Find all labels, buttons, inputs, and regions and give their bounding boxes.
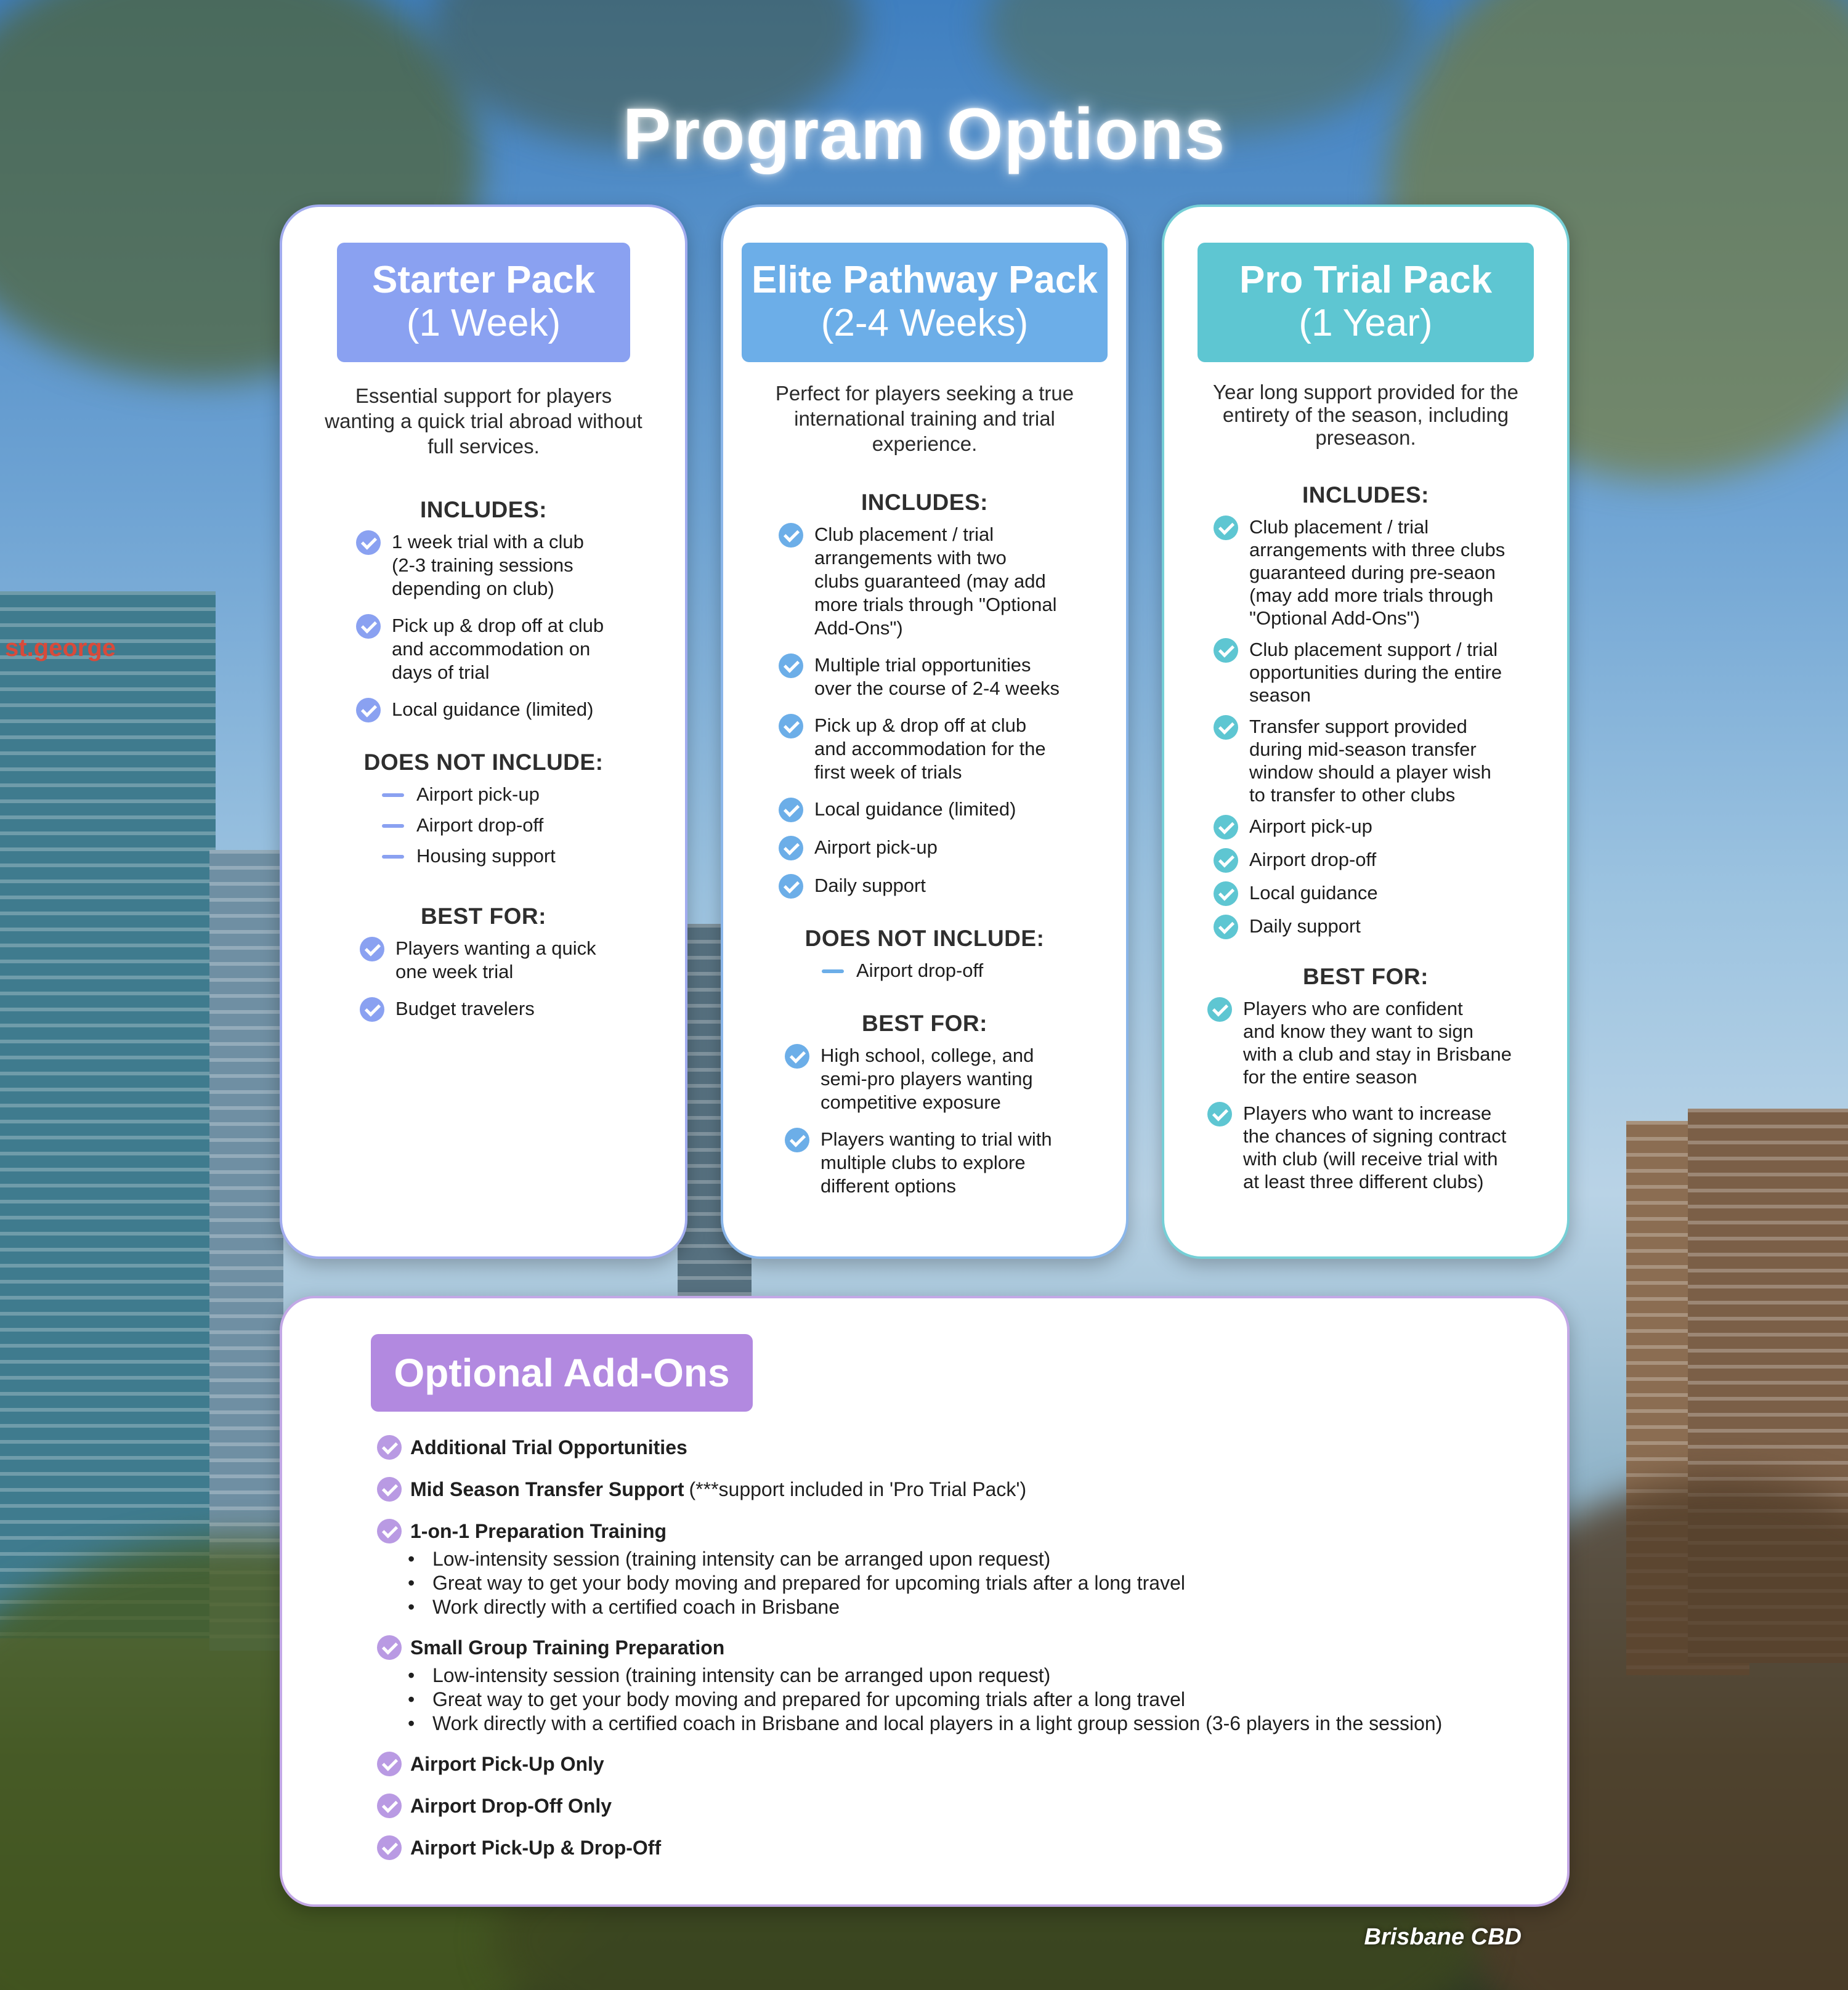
list-item: Daily support xyxy=(779,874,1126,899)
check-icon xyxy=(779,653,803,678)
includes-heading: INCLUDES: xyxy=(420,497,547,522)
page-title: Program Options xyxy=(622,94,1226,175)
pack-title: Pro Trial Pack xyxy=(1239,259,1493,301)
list-item: Players who are confident and know they want to sign with a club and stay in Brisbane for the entire season xyxy=(1207,997,1567,1088)
elite-pathway-pack-card xyxy=(721,204,1129,1259)
bullet-item: • Great way to get your body moving and prepared for upcoming trials after a long travel xyxy=(408,1572,1185,1594)
list-item: Local guidance (limited) xyxy=(356,698,685,722)
check-icon xyxy=(779,714,803,738)
optional-addons-panel xyxy=(280,1296,1570,1907)
best-for-heading: BEST FOR: xyxy=(421,904,546,929)
check-icon xyxy=(360,937,384,961)
best-for-heading: BEST FOR: xyxy=(862,1011,987,1036)
addon-bullets xyxy=(408,1664,1518,1736)
dash-icon xyxy=(822,969,844,973)
check-icon xyxy=(785,1044,809,1069)
pack-description: Perfect for players seeking a true international training and trial experience. xyxy=(775,382,1074,455)
list-item: Airport drop-off xyxy=(1214,848,1567,873)
best-for-list xyxy=(360,937,685,1022)
pack-title: Starter Pack xyxy=(372,259,595,301)
list-item: Airport pick-up xyxy=(1214,815,1567,839)
check-icon xyxy=(779,836,803,860)
addons-heading: Optional Add-Ons xyxy=(371,1334,753,1412)
check-icon xyxy=(356,698,381,722)
photo-caption: Brisbane CBD xyxy=(1364,1924,1522,1950)
check-icon xyxy=(377,1435,402,1460)
dash-icon xyxy=(382,824,404,828)
includes-list xyxy=(1214,516,1567,939)
bullet-item: • Work directly with a certified coach in Brisbane and local players in a light group session (3-6 players in the session) xyxy=(408,1712,1443,1734)
list-item: Airport pick-up xyxy=(779,836,1126,860)
building xyxy=(209,850,283,1651)
list-item: Players wanting a quick one week trial xyxy=(360,937,685,984)
check-icon xyxy=(377,1752,402,1776)
list-item: Club placement / trial arrangements with three clubs guaranteed during pre-seaon (may add more trials through "Optional Add-Ons") xyxy=(1214,516,1567,629)
addon-item xyxy=(377,1792,1518,1819)
best-for-heading: BEST FOR: xyxy=(1303,964,1429,989)
includes-heading: INCLUDES: xyxy=(1302,482,1429,508)
check-icon xyxy=(356,614,381,639)
list-item: 1 week trial with a club (2-3 training sessions depending on club) xyxy=(356,530,685,601)
includes-list xyxy=(779,523,1126,899)
pack-duration: (1 Week) xyxy=(406,302,561,344)
list-item: Airport drop-off xyxy=(382,814,685,837)
addon-title: Additional Trial Opportunities xyxy=(410,1436,687,1458)
list-item: Airport pick-up xyxy=(382,783,685,806)
includes-list xyxy=(356,530,685,722)
addon-title: Small Group Training Preparation xyxy=(410,1636,725,1659)
check-icon xyxy=(1214,881,1238,906)
list-item: Multiple trial opportunities over the course of 2-4 weeks xyxy=(779,653,1126,700)
check-icon xyxy=(1207,1102,1232,1126)
check-icon xyxy=(377,1477,402,1502)
addon-title: Airport Pick-Up & Drop-Off xyxy=(410,1837,662,1859)
bullet-item: • Great way to get your body moving and prepared for upcoming trials after a long travel xyxy=(408,1688,1185,1710)
addon-bullets xyxy=(408,1547,1518,1619)
pack-header xyxy=(742,243,1108,362)
check-icon xyxy=(1214,815,1238,839)
list-item: Players wanting to trial with multiple clubs to explore different options xyxy=(785,1128,1126,1198)
addon-item xyxy=(377,1834,1518,1861)
check-icon xyxy=(779,523,803,548)
list-item: Pick up & drop off at club and accommodation on days of trial xyxy=(356,614,685,684)
check-icon xyxy=(785,1128,809,1152)
list-item: Players who want to increase the chances of signing contract with club (will receive trial with at least three different clubs) xyxy=(1207,1102,1567,1193)
list-item: Local guidance xyxy=(1214,881,1567,906)
list-item: Airport drop-off xyxy=(822,959,1126,982)
addons-list xyxy=(377,1434,1518,1876)
pack-description: Year long support provided for the entirety of the season, including preseason. xyxy=(1213,381,1518,449)
excludes-heading: DOES NOT INCLUDE: xyxy=(804,926,1045,951)
list-item: Pick up & drop off at club and accommodation for the first week of trials xyxy=(779,714,1126,784)
list-item: Club placement support / trial opportunities during the entire season xyxy=(1214,638,1567,706)
best-for-list xyxy=(785,1044,1126,1198)
dash-icon xyxy=(382,793,404,797)
addon-item xyxy=(377,1434,1518,1461)
bullet-item: • Low-intensity session (training intensity can be arranged upon request) xyxy=(408,1664,1051,1686)
pro-trial-pack-card xyxy=(1162,204,1570,1259)
check-icon xyxy=(356,530,381,555)
list-item: Club placement / trial arrangements with two clubs guaranteed (may add more trials through "Optional Add-Ons") xyxy=(779,523,1126,640)
addon-title: Airport Pick-Up Only xyxy=(410,1753,604,1775)
addon-note: (***support included in 'Pro Trial Pack') xyxy=(689,1478,1027,1500)
list-item: Housing support xyxy=(382,844,685,868)
check-icon xyxy=(1214,715,1238,740)
pack-title: Elite Pathway Pack xyxy=(752,259,1098,301)
excludes-list xyxy=(382,783,685,868)
check-icon xyxy=(1214,915,1238,939)
list-item: Budget travelers xyxy=(360,997,685,1022)
check-icon xyxy=(1214,516,1238,540)
addon-title: Mid Season Transfer Support xyxy=(410,1478,684,1500)
best-for-list xyxy=(1207,997,1567,1193)
check-icon xyxy=(779,874,803,899)
check-icon xyxy=(1214,848,1238,873)
building xyxy=(0,591,216,1638)
excludes-list xyxy=(822,959,1126,982)
bullet-item: • Work directly with a certified coach in Brisbane xyxy=(408,1596,840,1618)
addon-item xyxy=(377,1518,1518,1619)
check-icon xyxy=(1214,638,1238,663)
check-icon xyxy=(377,1835,402,1860)
bullet-item: • Low-intensity session (training intensity can be arranged upon request) xyxy=(408,1548,1051,1570)
addon-title: Airport Drop-Off Only xyxy=(410,1795,612,1817)
dash-icon xyxy=(382,855,404,859)
excludes-heading: DOES NOT INCLUDE: xyxy=(363,750,604,775)
pack-duration: (1 Year) xyxy=(1299,302,1433,344)
pack-description: Essential support for players wanting a quick trial abroad without full services. xyxy=(325,384,642,458)
list-item: Transfer support provided during mid-season transfer window should a player wish to transfer to other clubs xyxy=(1214,715,1567,806)
starter-pack-card xyxy=(280,204,687,1259)
check-icon xyxy=(377,1635,402,1660)
includes-heading: INCLUDES: xyxy=(861,490,988,515)
addon-item xyxy=(377,1634,1518,1736)
check-icon xyxy=(377,1519,402,1543)
pack-duration: (2-4 Weeks) xyxy=(821,302,1029,344)
check-icon xyxy=(779,798,803,822)
pack-header xyxy=(1198,243,1534,362)
check-icon xyxy=(377,1794,402,1818)
check-icon xyxy=(360,997,384,1022)
list-item: Daily support xyxy=(1214,915,1567,939)
check-icon xyxy=(1207,997,1232,1022)
addon-item xyxy=(377,1476,1518,1503)
building-sign: st.george xyxy=(5,634,116,661)
addon-title: 1-on-1 Preparation Training xyxy=(410,1520,667,1542)
pack-header xyxy=(337,243,630,362)
list-item: High school, college, and semi-pro players wanting competitive exposure xyxy=(785,1044,1126,1114)
addon-item xyxy=(377,1750,1518,1778)
list-item: Local guidance (limited) xyxy=(779,798,1126,822)
